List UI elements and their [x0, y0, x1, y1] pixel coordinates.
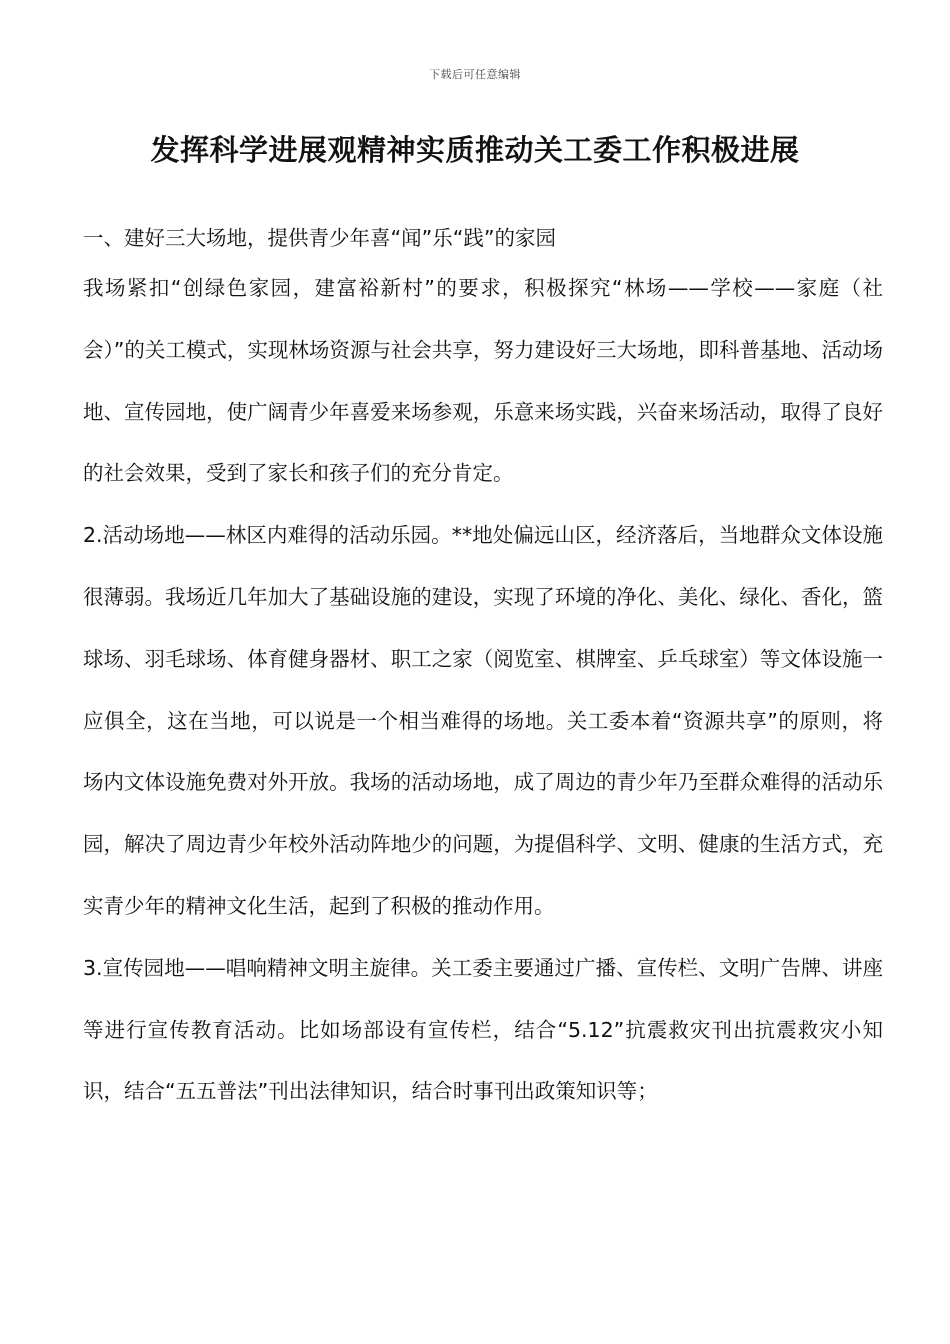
header-note: 下载后可任意编辑 — [429, 68, 521, 81]
paragraph-intro: 我场紧扣“创绿色家园，建富裕新村”的要求，积极探究“林场——学校——家庭（社会）”的关工模式，实现林场资源与社会共享，努力建设好三大场地，即科普基地、活动场地、宣传园地，使广阔青少年喜爱来场参观，乐意来场实践，兴奋来场活动，取得了良好的社会效果，受到了家长和孩子们的充分肯定。 — [83, 276, 883, 486]
paragraph-activity-venue: 2.活动场地——林区内难得的活动乐园。**地处偏远山区，经济落后，当地群众文体设施很薄弱。我场近几年加大了基础设施的建设，实现了环境的净化、美化、绿化、香化，篮球场、羽毛球场、体育健身器材、职工之家（阅览室、棋牌室、乒乓球室）等文体设施一应俱全，这在当地，可以说是一个相当难得的场地。关工委本着“资源共享”的原则，将场内文体设施免费对外开放。我场的活动场地，成了周边的青少年乃至群众难得的活动乐园，解决了周边青少年校外活动阵地少的问题，为提倡科学、文明、健康的生活方式，充实青少年的精神文化生活，起到了积极的推动作用。 — [83, 523, 883, 918]
paragraph-publicity-garden: 3.宣传园地——唱响精神文明主旋律。关工委主要通过广播、宣传栏、文明广告牌、讲座等进行宣传教育活动。比如场部设有宣传栏，结合“5.12”抗震救灾刊出抗震救灾小知识，结合“五五普法”刊出法律知识，结合时事刊出政策知识等； — [83, 955, 883, 1104]
section-heading: 一、建好三大场地，提供青少年喜“闻”乐“践”的家园 — [83, 226, 556, 250]
document-body — [83, 218, 883, 1123]
document-title: 发挥科学进展观精神实质推动关工委工作积极进展 — [150, 133, 800, 167]
